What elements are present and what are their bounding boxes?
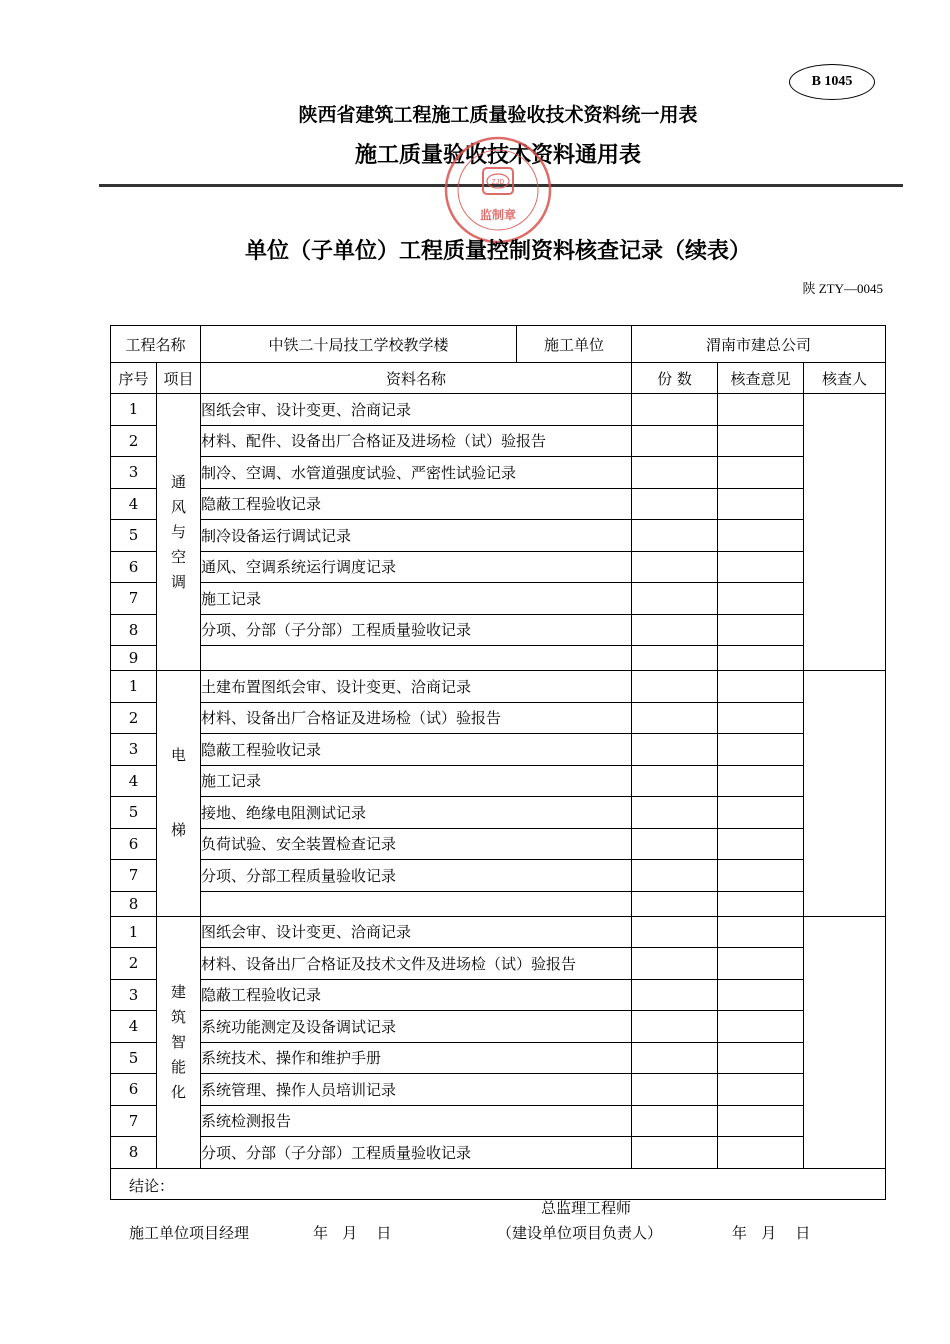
- table-row: [111, 1011, 886, 1043]
- opinion-cell: [718, 734, 804, 766]
- document-name: 隐蔽工程验收记录: [201, 734, 632, 766]
- opinion-cell: [718, 583, 804, 615]
- table-row: [111, 979, 886, 1011]
- column-header-row: [111, 363, 886, 394]
- row-number: 8: [111, 891, 157, 916]
- opinion-cell: [718, 828, 804, 860]
- row-number: 5: [111, 797, 157, 829]
- document-name: [201, 646, 632, 671]
- document-name: 制冷、空调、水管道强度试验、严密性试验记录: [201, 457, 632, 489]
- table-row: [111, 425, 886, 457]
- table-row: [111, 551, 886, 583]
- document-name: 分项、分部（子分部）工程质量验收记录: [201, 614, 632, 646]
- section-name: 通 风 与 空 调: [157, 394, 201, 671]
- row-number: 4: [111, 1011, 157, 1043]
- copies-cell: [632, 646, 718, 671]
- table-row: [111, 916, 886, 948]
- document-name: [201, 891, 632, 916]
- row-number: 8: [111, 1137, 157, 1169]
- copies-cell: [632, 488, 718, 520]
- opinion-cell: [718, 797, 804, 829]
- row-number: 6: [111, 551, 157, 583]
- table-row: [111, 860, 886, 892]
- table-row: [111, 614, 886, 646]
- copies-cell: [632, 1105, 718, 1137]
- copies-cell: [632, 860, 718, 892]
- row-number: 2: [111, 702, 157, 734]
- table-row: [111, 948, 886, 980]
- row-number: 3: [111, 734, 157, 766]
- row-number: 1: [111, 916, 157, 948]
- section-name: 电 梯: [157, 671, 201, 917]
- copies-cell: [632, 583, 718, 615]
- supervision-seal-icon: [443, 135, 553, 245]
- table-row: [111, 520, 886, 552]
- chief-supervisor-label: 总监理工程师: [541, 1198, 632, 1217]
- document-name: 接地、绝缘电阻测试记录: [201, 797, 632, 829]
- document-name: 负荷试验、安全装置检查记录: [201, 828, 632, 860]
- opinion-cell: [718, 948, 804, 980]
- copies-cell: [632, 891, 718, 916]
- copies-cell: [632, 1011, 718, 1043]
- opinion-cell: [718, 457, 804, 489]
- copies-cell: [632, 916, 718, 948]
- table-row: [111, 797, 886, 829]
- document-code: 陕 ZTY—0045: [802, 281, 883, 296]
- copies-cell: [632, 979, 718, 1011]
- row-number: 8: [111, 614, 157, 646]
- form-code: B 1045: [811, 74, 853, 89]
- copies-cell: [632, 520, 718, 552]
- copies-cell: [632, 1042, 718, 1074]
- document-name: 材料、配件、设备出厂合格证及进场检（试）验报告: [201, 425, 632, 457]
- opinion-cell: [718, 979, 804, 1011]
- document-name: 通风、空调系统运行调度记录: [201, 551, 632, 583]
- copies-cell: [632, 1074, 718, 1106]
- row-number: 3: [111, 457, 157, 489]
- opinion-cell: [718, 765, 804, 797]
- row-number: 6: [111, 1074, 157, 1106]
- date-field-1: 年 月 日: [313, 1223, 392, 1242]
- table-row: [111, 702, 886, 734]
- table-row: [111, 1137, 886, 1169]
- opinion-cell: [718, 1042, 804, 1074]
- table-row: [111, 457, 886, 489]
- header-title-line2: 施工质量验收技术资料通用表: [354, 143, 641, 168]
- row-number: 2: [111, 425, 157, 457]
- col-seq: 序号: [111, 363, 157, 394]
- col-item: 项目: [157, 363, 201, 394]
- opinion-cell: [718, 860, 804, 892]
- document-name: 系统管理、操作人员培训记录: [201, 1074, 632, 1106]
- table-row: [111, 488, 886, 520]
- header-title-line1: 陕西省建筑工程施工质量验收技术资料统一用表: [298, 104, 698, 126]
- table-row: [111, 583, 886, 615]
- owner-representative-label: （建设单位项目负责人）: [497, 1223, 663, 1242]
- form-code-badge: [789, 64, 875, 100]
- sections-body: [111, 394, 886, 1169]
- row-number: 6: [111, 828, 157, 860]
- copies-cell: [632, 457, 718, 489]
- col-doc-name: 资料名称: [201, 363, 632, 394]
- row-number: 7: [111, 583, 157, 615]
- table-row: [111, 1042, 886, 1074]
- date-field-2: 年 月 日: [732, 1223, 811, 1242]
- document-name: 施工记录: [201, 765, 632, 797]
- copies-cell: [632, 671, 718, 703]
- document-name: 制冷设备运行调试记录: [201, 520, 632, 552]
- row-number: 1: [111, 671, 157, 703]
- opinion-cell: [718, 520, 804, 552]
- row-number: 4: [111, 488, 157, 520]
- seal-emblem: ZJD: [491, 179, 505, 186]
- opinion-cell: [718, 891, 804, 916]
- col-opinion: 核查意见: [718, 363, 804, 394]
- document-name: 图纸会审、设计变更、洽商记录: [201, 394, 632, 426]
- col-copies: 份 数: [632, 363, 718, 394]
- document-name: 土建布置图纸会审、设计变更、洽商记录: [201, 671, 632, 703]
- opinion-cell: [718, 614, 804, 646]
- copies-cell: [632, 702, 718, 734]
- opinion-cell: [718, 916, 804, 948]
- document-name: 隐蔽工程验收记录: [201, 488, 632, 520]
- document-name: 图纸会审、设计变更、洽商记录: [201, 916, 632, 948]
- document-name: 分项、分部工程质量验收记录: [201, 860, 632, 892]
- project-manager-label: 施工单位项目经理: [129, 1223, 250, 1242]
- seal-text: 监制章: [479, 208, 517, 222]
- row-number: 5: [111, 520, 157, 552]
- opinion-cell: [718, 1011, 804, 1043]
- opinion-cell: [718, 702, 804, 734]
- document-name: 材料、设备出厂合格证及进场检（试）验报告: [201, 702, 632, 734]
- table-row: [111, 734, 886, 766]
- opinion-cell: [718, 488, 804, 520]
- table-row: [111, 646, 886, 671]
- opinion-cell: [718, 671, 804, 703]
- copies-cell: [632, 394, 718, 426]
- copies-cell: [632, 948, 718, 980]
- document-name: 系统技术、操作和维护手册: [201, 1042, 632, 1074]
- document-name: 系统功能测定及设备调试记录: [201, 1011, 632, 1043]
- opinion-cell: [718, 1105, 804, 1137]
- copies-cell: [632, 765, 718, 797]
- opinion-cell: [718, 394, 804, 426]
- table-row: [111, 828, 886, 860]
- document-name: 隐蔽工程验收记录: [201, 979, 632, 1011]
- table-row: [111, 1105, 886, 1137]
- conclusion-cell: [111, 1168, 886, 1242]
- col-checker: 核查人: [804, 363, 886, 394]
- table-row: [111, 671, 886, 703]
- document-name: 分项、分部（子分部）工程质量验收记录: [201, 1137, 632, 1169]
- conclusion-row: [111, 1168, 886, 1200]
- row-number: 7: [111, 860, 157, 892]
- row-number: 7: [111, 1105, 157, 1137]
- section-name: 建 筑 智 能 化: [157, 916, 201, 1168]
- contractor-value: 渭南市建总公司: [632, 326, 886, 363]
- document-name: 系统检测报告: [201, 1105, 632, 1137]
- document-name: 材料、设备出厂合格证及技术文件及进场检（试）验报告: [201, 948, 632, 980]
- row-number: 1: [111, 394, 157, 426]
- row-number: 3: [111, 979, 157, 1011]
- row-number: 5: [111, 1042, 157, 1074]
- row-number: 2: [111, 948, 157, 980]
- copies-cell: [632, 425, 718, 457]
- checker-cell: [804, 916, 886, 1168]
- row-number: 9: [111, 646, 157, 671]
- copies-cell: [632, 797, 718, 829]
- checker-cell: [804, 671, 886, 917]
- project-info-row: [111, 326, 886, 363]
- row-number: 4: [111, 765, 157, 797]
- conclusion-label: 结论：: [129, 1176, 175, 1195]
- opinion-cell: [718, 551, 804, 583]
- document-title: 单位（子单位）工程质量控制资料核查记录（续表）: [244, 239, 751, 264]
- opinion-cell: [718, 425, 804, 457]
- opinion-cell: [718, 1137, 804, 1169]
- project-name-label: 工程名称: [111, 326, 201, 363]
- copies-cell: [632, 734, 718, 766]
- contractor-label: 施工单位: [517, 326, 632, 363]
- copies-cell: [632, 1137, 718, 1169]
- copies-cell: [632, 551, 718, 583]
- opinion-cell: [718, 1074, 804, 1106]
- table-row: [111, 394, 886, 426]
- table-row: [111, 765, 886, 797]
- project-name-value: 中铁二十局技工学校教学楼: [201, 326, 517, 363]
- checker-cell: [804, 394, 886, 671]
- table-row: [111, 891, 886, 916]
- quality-control-record-table: [110, 325, 886, 1242]
- opinion-cell: [718, 646, 804, 671]
- table-row: [111, 1074, 886, 1106]
- document-name: 施工记录: [201, 583, 632, 615]
- copies-cell: [632, 828, 718, 860]
- copies-cell: [632, 614, 718, 646]
